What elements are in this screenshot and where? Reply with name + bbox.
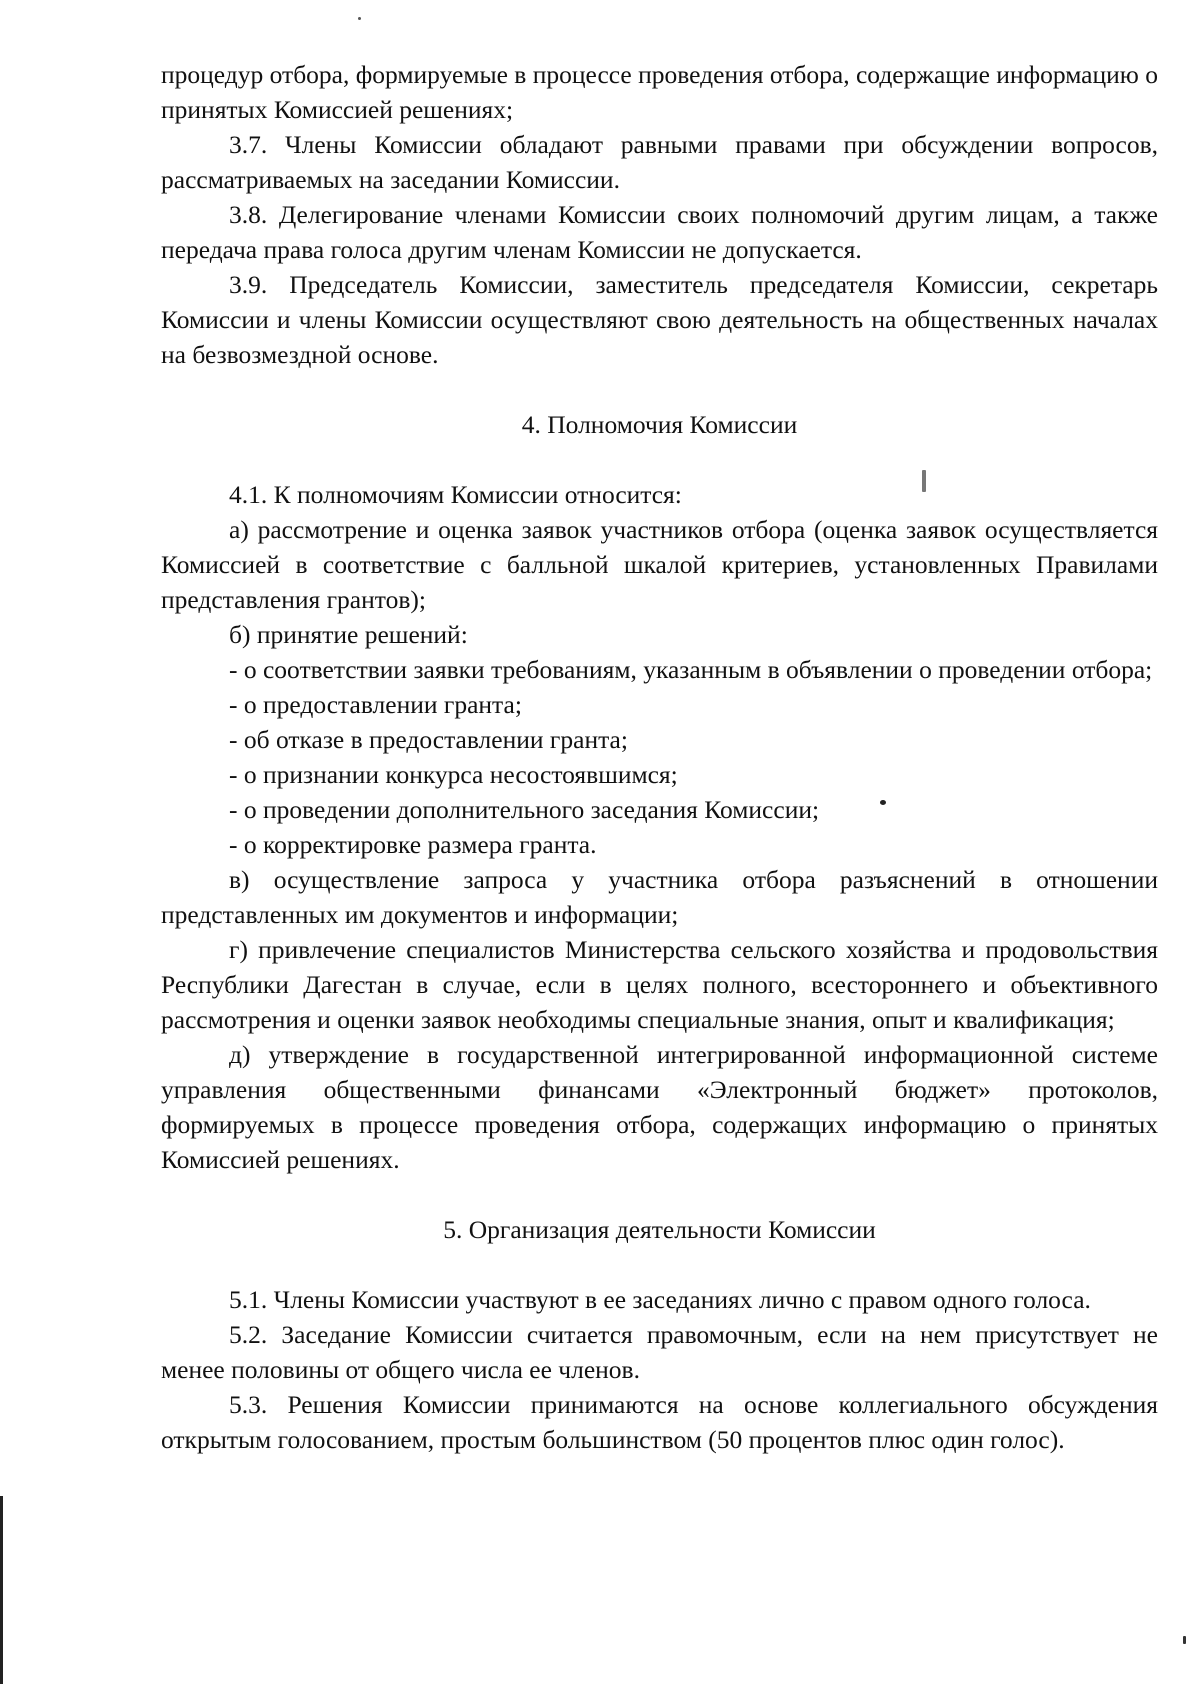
section-heading-5: 5. Организация деятельности Комиссии: [443, 1215, 876, 1244]
section-heading-4: 4. Полномочия Комиссии: [521, 410, 798, 439]
paragraph-4-1: 4.1. К полномочиям Комиссии относится:: [229, 480, 682, 509]
list-item-decision-refusal: - об отказе в предоставлении гранта;: [229, 725, 628, 754]
scan-speck: [922, 470, 926, 492]
paragraph-3-6-continuation: процедур отбора, формируемые в процессе проведения отбора, содержащие информацию о принятых Комиссией решениях;: [161, 60, 1158, 124]
paragraph-3-8: 3.8. Делегирование членами Комиссии своих полномочий другим лицам, а также передача права голоса другим членам Комиссии не допускается.: [161, 200, 1158, 264]
paragraph-4-1-b: б) принятие решений:: [229, 620, 468, 649]
paragraph-3-7: 3.7. Члены Комиссии обладают равными правами при обсуждении вопросов, рассматриваемых на заседании Комиссии.: [161, 130, 1158, 194]
list-item-decision-grant: - о предоставлении гранта;: [229, 690, 522, 719]
paragraph-4-1-v: в) осуществление запроса у участника отбора разъяснений в отношении представленных им документов и информации;: [161, 865, 1158, 929]
scan-edge-mark: [0, 1496, 3, 1684]
list-item-decision-compliance: - о соответствии заявки требованиям, указанным в объявлении о проведении отбора;: [229, 655, 1153, 684]
paragraph-4-1-d: д) утверждение в государственной интегрированной информационной системе управления общественными финансами «Электронный бюджет» протоколов, формируемых в процессе проведения отбора, содержащих информацию о принятых Комиссией решениях.: [161, 1040, 1158, 1174]
list-item-decision-grant-adjustment: - о корректировке размера гранта.: [229, 830, 597, 859]
paragraph-5-1: 5.1. Члены Комиссии участвуют в ее заседаниях лично с правом одного голоса.: [229, 1285, 1091, 1314]
scan-speck: [1183, 1636, 1186, 1644]
list-item-decision-failed-contest: - о признании конкурса несостоявшимся;: [229, 760, 678, 789]
scan-speck: [880, 800, 886, 805]
list-item-decision-extra-meeting: - о проведении дополнительного заседания Комиссии;: [229, 795, 820, 824]
paragraph-4-1-a: а) рассмотрение и оценка заявок участников отбора (оценка заявок осуществляется Комиссией в соответствие с балльной шкалой критериев, установленных Правилами представления грантов);: [161, 515, 1158, 614]
paragraph-3-9: 3.9. Председатель Комиссии, заместитель председателя Комиссии, секретарь Комиссии и члены Комиссии осуществляют свою деятельность на общественных началах на безвозмездной основе.: [161, 270, 1158, 369]
paragraph-5-3: 5.3. Решения Комиссии принимаются на основе коллегиального обсуждения открытым голосованием, простым большинством (50 процентов плюс один голос).: [161, 1390, 1158, 1454]
paragraph-4-1-g: г) привлечение специалистов Министерства сельского хозяйства и продовольствия Республики Дагестан в случае, если в целях полного, всестороннего и объективного рассмотрения и оценки заявок необходимы специальные знания, опыт и квалификация;: [161, 935, 1158, 1034]
paragraph-5-2: 5.2. Заседание Комиссии считается правомочным, если на нем присутствует не менее половины от общего числа ее членов.: [161, 1320, 1158, 1384]
scan-speck: [358, 17, 361, 20]
document-body: [161, 57, 1158, 1457]
